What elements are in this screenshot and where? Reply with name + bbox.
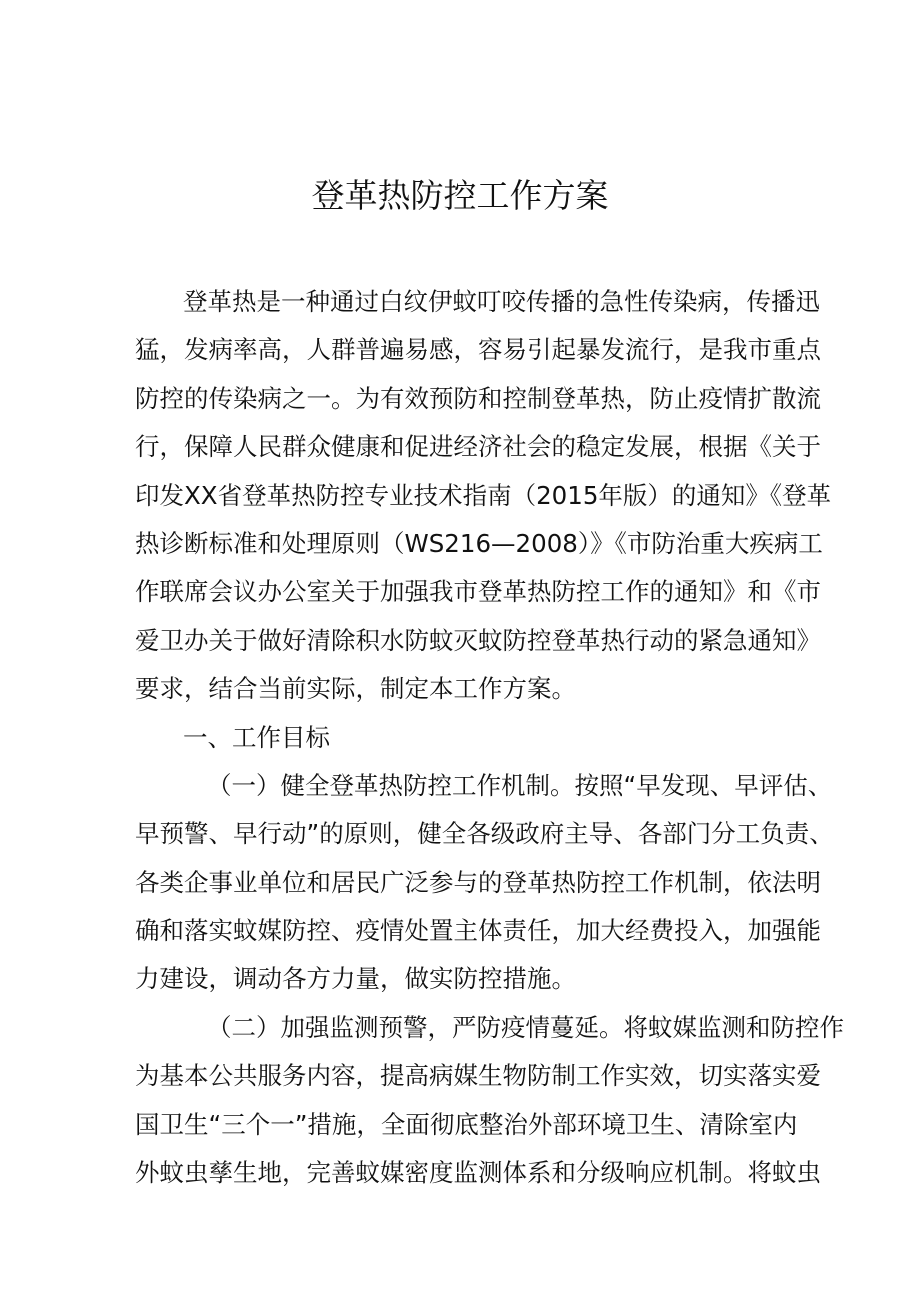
item-line: 各类企事业单位和居民广泛参与的登革热防控工作机制，依法明 — [135, 867, 821, 897]
item-line: 国卫生“三个一”措施，全面彻底整治外部环境卫生、清除室内 — [135, 1109, 798, 1139]
intro-paragraph — [135, 278, 832, 714]
intro-line: 猛，发病率高，人群普遍易感，容易引起暴发流行，是我市重点 — [135, 335, 821, 365]
item-line: 为基本公共服务内容，提高病媒生物防制工作实效，切实落实爱 — [135, 1061, 821, 1091]
item-line: 确和落实蚊媒防控、疫情处置主体责任，加大经费投入，加强能 — [135, 916, 821, 946]
intro-line: 要求，结合当前实际，制定本工作方案。 — [135, 674, 576, 704]
intro-line: 热诊断标准和处理原则（WS216—2008）》《市防治重大疾病工 — [135, 528, 823, 558]
intro-line: 防控的传染病之一。为有效预防和控制登革热，防止疫情扩散流 — [135, 383, 821, 413]
item-line: 力建设，调动各方力量，做实防控措施。 — [135, 964, 576, 994]
section-heading: 一、工作目标 — [183, 722, 330, 752]
item-line: （一）健全登革热防控工作机制。按照“早发现、早评估、 — [207, 770, 833, 800]
item-line: 外蚊虫孳生地，完善蚊媒密度监测体系和分级响应机制。将蚊虫 — [135, 1158, 821, 1188]
item-paragraph-1 — [135, 762, 834, 1004]
document-body — [135, 278, 844, 1197]
intro-line: 行，保障人民群众健康和促进经济社会的稳定发展，根据《关于 — [135, 432, 821, 462]
intro-line: 爱卫办关于做好清除积水防蚊灭蚊防控登革热行动的紧急通知》 — [135, 625, 821, 655]
item-line: （二）加强监测预警，严防疫情蔓延。将蚊媒监测和防控作 — [207, 1012, 844, 1042]
intro-line: 登革热是一种通过白纹伊蚊叮咬传播的急性传染病，传播迅 — [183, 287, 820, 316]
item-paragraph-2 — [135, 1004, 844, 1198]
intro-line: 印发XX省登革热防控专业技术指南（2015年版）的通知》《登革 — [135, 480, 832, 510]
item-line: 早预警、早行动”的原则，健全各级政府主导、各部门分工负责、 — [135, 819, 834, 849]
document-title: 登革热防控工作方案 — [311, 176, 609, 215]
intro-line: 作联席会议办公室关于加强我市登革热防控工作的通知》和《市 — [135, 577, 821, 607]
